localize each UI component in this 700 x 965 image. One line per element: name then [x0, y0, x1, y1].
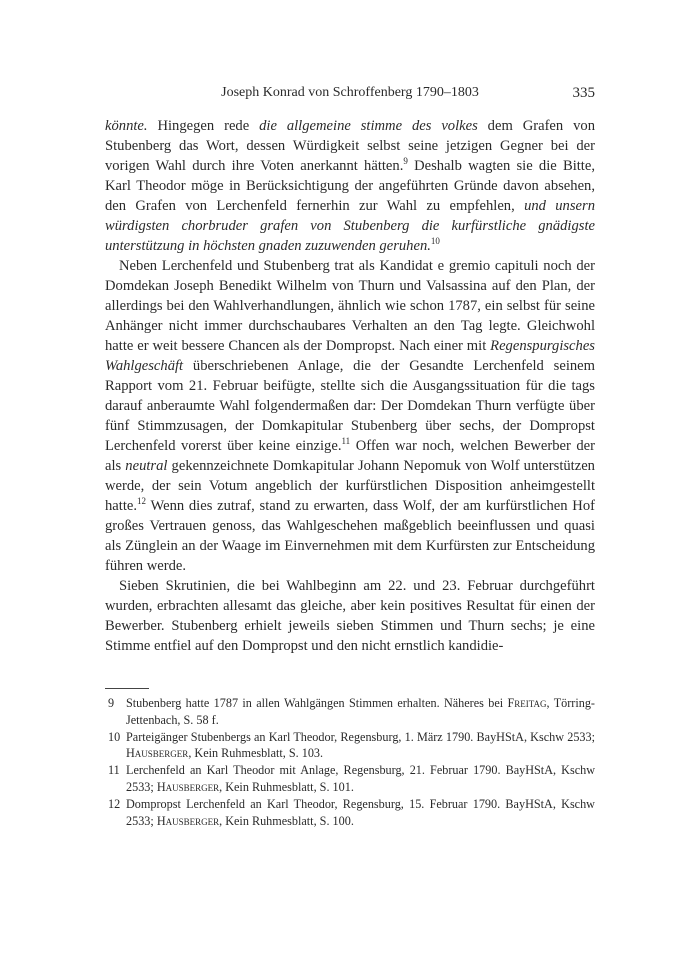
footnote-number: 9 — [108, 696, 115, 710]
paragraph-3 — [105, 576, 595, 656]
text-run: Sieben Skrutinien, die bei Wahlbeginn am 22. und 23. Februar durchgeführt wurden, erbrachten allesamt das gleiche, aber kein positives Resultat für einen der Bewerber. Stubenberg erhielt jeweils sieben Stimmen und Thurn sechs; je eine Stimme entfiel auf den Dompropst und den nicht ernstlich kandidie- — [105, 578, 595, 654]
footnote-ref[interactable]: 10 — [430, 236, 440, 246]
text-run: Parteigänger Stubenbergs an Karl Theodor, Regensburg, 1. März 1790. BayHStA, Kschw 2533; — [126, 729, 595, 744]
footnote-text — [126, 762, 595, 796]
text-run: , Kein Ruhmesblatt, S. 101. — [219, 779, 354, 794]
text-run: Neben Lerchenfeld und Stubenberg trat als Kandidat e gremio capituli noch der Domdekan Joseph Benedikt Wilhelm von Thurn und Valsassina auf den Plan, der allerdings bei den Wahlverhandlungen, ähnlich wie schon 1787, ein selbst für seine Anhänger nicht immer durchschaubares Verhalten an den Tag legte. Gleichwohl hatte er weit bessere Chancen als der Dompropst. Nach einer mit — [105, 258, 595, 354]
text-run: gekennzeichnete Domkapitular Johann Nepomuk von Wolf unterstützen werde, der sein Votum angeblich der kurfürstlichen Disposition anheimgestellt hatte. — [105, 458, 595, 514]
body-text — [105, 116, 595, 656]
text-run: Dompropst Lerchenfeld an Karl Theodor, Regensburg, 15. Februar 1790. BayHStA, Kschw 2533; — [126, 796, 595, 828]
author-name: Hausberger — [156, 779, 220, 794]
author-name: Hausberger — [126, 746, 189, 761]
text-run: , Törring-Jettenbach, S. 58 f. — [126, 696, 595, 727]
text-run: Hingegen rede — [147, 118, 260, 134]
footnote-text — [126, 796, 595, 830]
footnote-ref[interactable]: 11 — [341, 436, 351, 446]
text-run: Offen war noch, welchen Bewerber der als — [105, 438, 596, 474]
footnote-11 — [105, 762, 595, 796]
footnote-number: 10 — [108, 729, 121, 744]
text-run: Lerchenfeld an Karl Theodor mit Anlage, Regensburg, 21. Februar 1790. BayHStA, Kschw 2533; — [126, 763, 595, 794]
footnote-10 — [105, 729, 595, 763]
footnotes — [105, 695, 595, 829]
footnote-number: 11 — [108, 763, 120, 778]
emphasis: könnte. — [105, 118, 148, 134]
running-title: Joseph Konrad von Schroffenberg 1790–1803 — [221, 85, 479, 100]
running-header — [105, 85, 595, 105]
text-run: dem Grafen von Stubenberg das Wort, dessen Würdigkeit selbst seine jetzigen Gegner bei der vorigen Wahl durch ihre Voten anerkannt hätten. — [105, 118, 595, 174]
text-run: , Kein Ruhmesblatt, S. 103. — [188, 746, 324, 761]
text-run: Wenn dies zutraf, stand zu erwarten, dass Wolf, der am kurfürstlichen Hof großes Vertrauen genoss, das Wahlgeschehen maßgeblich beeinflussen und quasi als Zünglein an der Waage im Einvernehmen mit dem Kurfürsten zur Entscheidung führen werde. — [105, 498, 595, 574]
emphasis: neutral — [125, 458, 168, 474]
footnote-text — [126, 695, 595, 729]
footnote-separator — [105, 688, 149, 689]
author-name: Hausberger — [156, 813, 220, 828]
text-run: Stubenberg hatte 1787 in allen Wahlgängen Stimmen erhalten. Näheres bei — [126, 696, 508, 710]
paragraph-1 — [105, 116, 595, 256]
footnote-ref[interactable]: 12 — [137, 496, 147, 506]
footnote-text — [126, 729, 595, 763]
text-run: Deshalb wagten sie die Bitte, Karl Theodor möge in Berücksichtigung der angeführten Gründe davon absehen, den Grafen von Lerchenfeld fernerhin zur Wahl zu empfehlen, — [105, 158, 595, 214]
text-run: überschriebenen Anlage, die der Gesandte Lerchenfeld seinem Rapport vom 21. Februar beifügte, stellte sich die Ausgangssituation für die tags darauf anberaumte Wahl folgendermaßen dar: Der Domdekan Thurn verfügte über fünf Stimmzusagen, der Domkapitular Stubenberg über sechs, der Dompropst Lerchenfeld vorerst über keine einzige. — [105, 358, 595, 454]
footnote-ref[interactable]: 9 — [403, 156, 408, 166]
quotation: die allgemeine stimme des volkes — [259, 118, 478, 134]
page-number: 335 — [572, 85, 595, 101]
footnote-9 — [105, 695, 595, 729]
footnote-number: 12 — [108, 796, 121, 811]
quotation: Regenspurgisches Wahlgeschäft — [105, 338, 595, 374]
quotation: und unsern würdigsten chorbruder grafen von Stubenberg die kurfürstliche gnädigste unterstützung in höchsten gnaden zuzuwenden geruhen. — [105, 198, 595, 254]
author-name: Freitag — [507, 696, 547, 710]
footnote-12 — [105, 796, 595, 830]
text-run: , Kein Ruhmesblatt, S. 100. — [219, 813, 354, 828]
paragraph-2 — [105, 256, 595, 576]
